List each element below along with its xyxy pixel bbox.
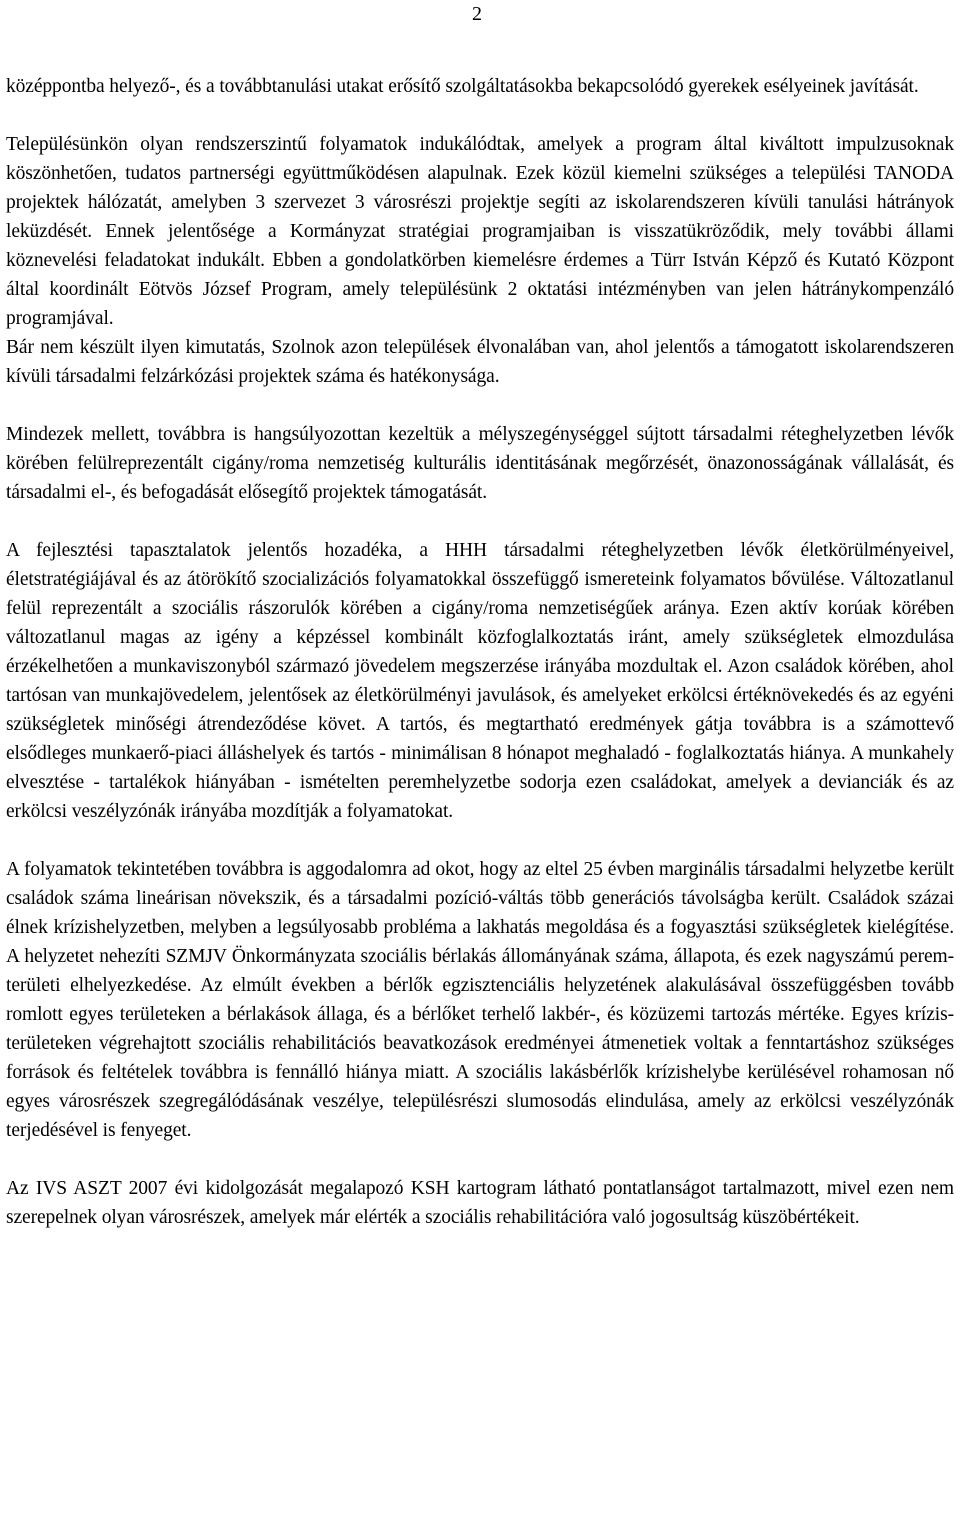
paragraph-6: A folyamatok tekintetében továbbra is aggodalomra ad okot, hogy az eltel 25 évben marginális társadalmi helyzetbe került családok száma lineárisan növekszik, és a társadalmi pozíció-váltás több generációs távolságba került. Családok százai élnek krízishelyzetben, melyben a legsúlyosabb probléma a lakhatás megoldása és a fogyasztási szükségletek kielégítése. A helyzetet nehezíti SZMJV Önkormányzata szociális bérlakás állományának száma, állapota, és ezek nagyszámú perem-területi elhelyezkedése. Az elmúlt években a bérlők egzisztenciális helyzetének alakulásával összefüggésben tovább romlott egyes területeken a bérlakások állaga, és a bérlőket terhelő lakbér-, és közüzemi tartozás mértéke. Egyes krízis-területeken végrehajtott szociális rehabilitációs beavatkozások eredményei átmenetiek voltak a fenntartáshoz szükséges források és feltételek továbbra is fennálló hiánya miatt. A szociális lakásbérlők krízishelybe kerülésével rohamosan nő egyes városrészek szegregálódásának veszélye, településrészi slumosodás elindulása, amely az erkölcsi veszélyzónák terjedésével is fenyeget. <box>6 859 954 1141</box>
page-number: 2 <box>472 3 482 25</box>
paragraph-7: Az IVS ASZT 2007 évi kidolgozását megalapozó KSH kartogram látható pontatlanságot tartalmazott, mivel ezen nem szerepelnek olyan városrészek, amelyek már elérték a szociális rehabilitációra való jogosultság küszöbértékeit. <box>6 1178 954 1228</box>
paragraph-4: Mindezek mellett, továbbra is hangsúlyozottan kezeltük a mélyszegénységgel sújtott társadalmi réteghelyzetben lévők körében felülreprezentált cigány/roma nemzetiség kulturális identitásának megőrzését, önazonosságának vállalását, és társadalmi el-, és befogadását elősegítő projektek támogatását. <box>6 424 954 503</box>
document-body <box>6 72 954 1232</box>
paragraph-5: A fejlesztési tapasztalatok jelentős hozadéka, a HHH társadalmi réteghelyzetben lévők életkörülményeivel, életstratégiájával és az átörökítő szocializációs folyamatokkal összefüggő ismereteink folyamatos bővülése. Változatlanul felül reprezentált a szociális rászorulók körében a cigány/roma nemzetiségűek aránya. Ezen aktív korúak körében változatlanul magas az igény a képzéssel kombinált közfoglalkoztatás iránt, amely szükségletek elmozdulása érzékelhetően a munkaviszonyból származó jövedelem megszerzése irányába mozdultak el. Azon családok körében, ahol tartósan van munkajövedelem, jelentősek az életkörülményi javulások, és amelyeket erkölcsi értéknövekedés és az egyéni szükségletek minőségi átrendeződése követ. A tartós, és megtartható eredmények gátja továbbra is a számottevő elsődleges munkaerő-piaci álláshelyek és tartós - minimálisan 8 hónapot meghaladó - foglalkoztatás hiánya. A munkahely elvesztése - tartalékok hiányában - ismételten peremhelyzetbe sodorja ezen családokat, amelyek a devianciák és az erkölcsi veszélyzónák irányába mozdítják a folyamatokat. <box>6 540 954 822</box>
paragraph-3: Bár nem készült ilyen kimutatás, Szolnok azon települések élvonalában van, ahol jelentős a támogatott iskolarendszeren kívüli társadalmi felzárkózási projektek száma és hatékonysága. <box>6 337 954 387</box>
paragraph-1: középpontba helyező-, és a továbbtanulási utakat erősítő szolgáltatásokba bekapcsolódó gyerekek esélyeinek javítását. <box>6 76 919 97</box>
paragraph-2: Településünkön olyan rendszerszintű folyamatok indukálódtak, amelyek a program által kiváltott impulzusoknak köszönhetően, tudatos partnerségi együttműködésen alapulnak. Ezek közül kiemelni szükséges a települési TANODA projektek hálózatát, amelyben 3 szervezet 3 városrészi projektje segíti az iskolarendszeren kívüli tanulási hátrányok leküzdését. Ennek jelentősége a Kormányzat stratégiai programjaiban is visszatükröződik, mely további állami köznevelési feladatokat indukált. Ebben a gondolatkörben kiemelésre érdemes a Türr István Képző és Kutató Központ által koordinált Eötvös József Program, amely településünk 2 oktatási intézményben van jelen hátránykompenzáló programjával. <box>6 134 954 329</box>
